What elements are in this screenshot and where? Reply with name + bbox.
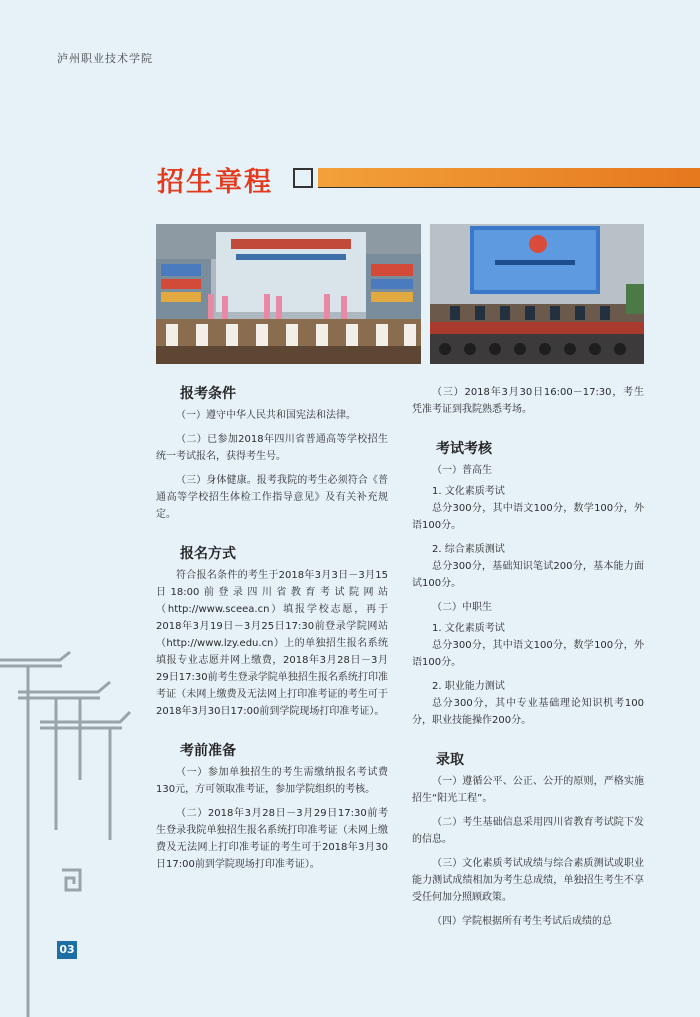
heading-exam: 考试考核 bbox=[436, 441, 492, 457]
paragraph: （一）参加单独招生的考生需缴纳报名考试费130元，方可领取准考证，参加学院组织的考核。 bbox=[156, 767, 388, 795]
item-detail: 总分300分，其中语文100分，数学100分，外语100分。 bbox=[412, 503, 644, 531]
paragraph: （三）文化素质考试成绩与综合素质测试或职业能力测试成绩相加为考生总成绩，单独招生考生不享受任何加分照顾政策。 bbox=[412, 858, 644, 903]
pavilion-decoration bbox=[0, 650, 140, 1017]
title-corner-box bbox=[293, 168, 313, 188]
item-detail: 总分300分，其中专业基础理论知识机考100分，职业技能操作200分。 bbox=[412, 698, 644, 726]
paragraph: （二）2018年3月28日－3月29日17:30前考生登录我院单独招生报名系统打印准考证（未网上缴费及无法网上打印准考证的考生可于2018年3月30日17:00前到学院现场打印准考证）。 bbox=[156, 808, 388, 870]
title-underline bbox=[318, 187, 700, 188]
heading-admission: 录取 bbox=[436, 752, 464, 768]
paragraph: （三）身体健康。报考我院的考生必须符合《普通高等学校招生体检工作指导意见》及有关补充规定。 bbox=[156, 475, 388, 520]
subheading-vocational: （二）中职生 bbox=[432, 602, 492, 613]
item-detail: 总分300分，基础知识笔试200分，基本能力面试100分。 bbox=[412, 561, 644, 589]
paragraph: （四）学院根据所有考生考试后成绩的总 bbox=[432, 916, 612, 927]
conference-photo bbox=[430, 224, 644, 364]
ceremony-photo bbox=[156, 224, 421, 364]
item-detail: 总分300分，其中语文100分，数学100分，外语100分。 bbox=[412, 640, 644, 668]
paragraph: 符合报名条件的考生于2018年3月3日－3月15日18:00前登录四川省教育考试院网站（http://www.sceea.cn）填报学校志愿，再于2018年3月19日－3月25日17:30前登录学院网站（http://www.lzy.edu.cn）上的单独招生报名系统填报专业志愿并网上缴费，2018年3月28日－3月29日17:30前考生登录学院单独招生报名系统打印准考证（未网上缴费及无法网上打印准考证的考生可于2018年3月30日17:00前到学院现场打印准考证）。 bbox=[156, 570, 388, 717]
item-label: 2. 综合素质测试 bbox=[432, 544, 505, 555]
paragraph: （二）已参加2018年四川省普通高等学校招生统一考试报名，获得考生号。 bbox=[156, 434, 388, 462]
college-name: 泸州职业技术学院 bbox=[57, 52, 153, 65]
right-column bbox=[412, 384, 644, 937]
left-column bbox=[156, 384, 388, 880]
title-orange-bar bbox=[318, 168, 700, 187]
heading-preparation: 考前准备 bbox=[180, 743, 236, 759]
paragraph: （一）遵循公平、公正、公开的原则，严格实施招生“阳光工程”。 bbox=[412, 776, 644, 804]
item-label: 1. 文化素质考试 bbox=[432, 623, 505, 634]
paragraph: （一）遵守中华人民共和国宪法和法律。 bbox=[176, 410, 356, 421]
item-label: 2. 职业能力测试 bbox=[432, 681, 505, 692]
paragraph: （三）2018年3月30日16:00－17:30，考生凭准考证到我院熟悉考场。 bbox=[412, 387, 644, 415]
page-title: 招生章程 bbox=[157, 167, 273, 198]
section-title-wrap bbox=[157, 160, 273, 199]
item-label: 1. 文化素质考试 bbox=[432, 486, 505, 497]
heading-requirements: 报考条件 bbox=[180, 386, 236, 402]
paragraph: （二）考生基础信息采用四川省教育考试院下发的信息。 bbox=[412, 817, 644, 845]
subheading-general: （一）普高生 bbox=[432, 465, 492, 476]
heading-registration: 报名方式 bbox=[180, 546, 236, 562]
page-number: 03 bbox=[57, 941, 77, 959]
